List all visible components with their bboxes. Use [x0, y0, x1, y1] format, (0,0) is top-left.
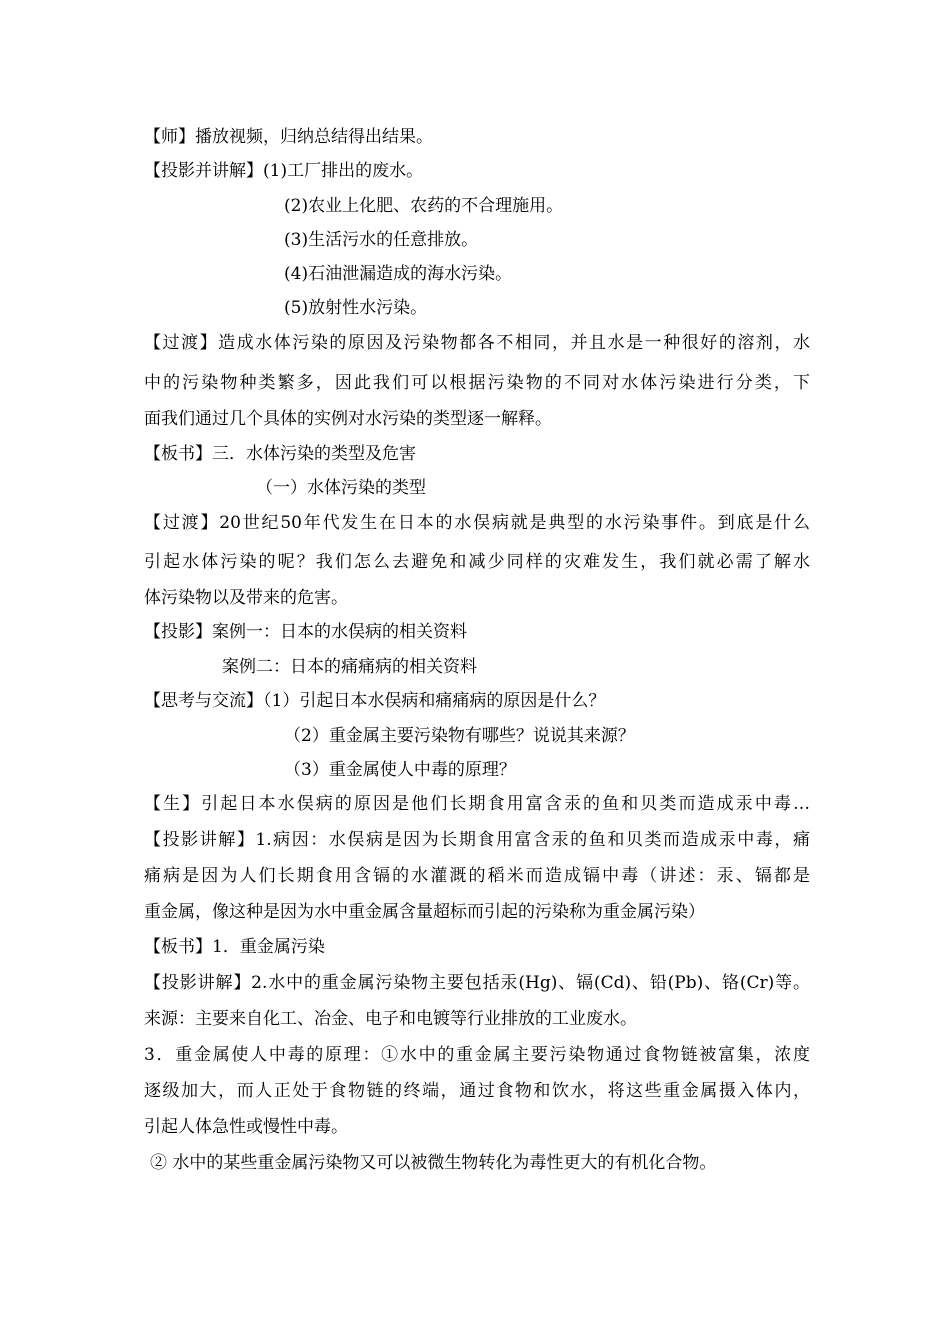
blackboard-heading: 【板书】三．水体污染的类型及危害 — [144, 444, 416, 464]
teacher-line: 【师】播放视频，归纳总结得出结果。 — [144, 127, 433, 147]
principle-line-1: 3．重金属使人中毒的原理：①水中的重金属主要污染物通过食物链被富集，浓度 — [144, 1045, 810, 1065]
think-question-2: （2）重金属主要污染物有哪些？说说其来源？ — [284, 726, 635, 746]
blackboard-heavy-metal: 【板书】1．重金属污染 — [144, 937, 325, 957]
think-question-3: （3）重金属使人中毒的原理？ — [284, 760, 516, 780]
projection-line-1: 【投影并讲解】(1)工厂排出的废水。 — [144, 161, 424, 181]
projection-line-5: (5)放射性水污染。 — [284, 298, 428, 318]
projection-line-2: (2)农业上化肥、农药的不合理施用。 — [284, 196, 564, 216]
principle-line-2: 逐级加大，而人正处于食物链的终端，通过食物和饮水，将这些重金属摄入体内， — [144, 1081, 810, 1101]
principle-line-3: 引起人体急性或慢性中毒。 — [144, 1117, 348, 1137]
transition-2-line-1: 【过渡】20世纪50年代发生在日本的水俣病就是典型的水污染事件。到底是什么 — [144, 513, 810, 533]
explanation-1-line-1: 【投影讲解】1.病因：水俣病是因为长期食用富含汞的鱼和贝类而造成汞中毒，痛 — [144, 830, 810, 850]
transition-2-line-3: 体污染物以及带来的危害。 — [144, 588, 348, 608]
case-two-line: 案例二：日本的痛痛病的相关资料 — [222, 657, 477, 677]
explanation-1-line-3: 重金属，像这种是因为水中重金属含量超标而引起的污染称为重金属污染） — [144, 902, 705, 922]
projection-line-4: (4)石油泄漏造成的海水污染。 — [284, 264, 513, 284]
transition-paragraph-line-3: 面我们通过几个具体的实例对水污染的类型逐一解释。 — [144, 409, 552, 429]
explanation-2-line-2: 来源：主要来自化工、冶金、电子和电镀等行业排放的工业废水。 — [144, 1009, 637, 1029]
transition-2-line-2: 引起水体污染的呢？我们怎么去避免和减少同样的灾难发生，我们就必需了解水 — [144, 552, 810, 572]
explanation-2-line-1: 【投影讲解】2.水中的重金属污染物主要包括汞(Hg)、镉(Cd)、铅(Pb)、铬(Cr)等。 — [144, 973, 810, 993]
student-answer-line: 【生】引起日本水俣病的原因是他们长期食用富含汞的鱼和贝类而造成汞中毒… — [144, 794, 810, 814]
blackboard-subheading: （一）水体污染的类型 — [256, 478, 426, 498]
transition-paragraph-line-2: 中的污染物种类繁多，因此我们可以根据污染物的不同对水体污染进行分类，下 — [144, 373, 810, 393]
projection-line-3: (3)生活污水的任意排放。 — [284, 230, 479, 250]
principle-line-4: ② 水中的某些重金属污染物又可以被微生物转化为毒性更大的有机化合物。 — [150, 1153, 717, 1173]
transition-paragraph-line-1: 【过渡】造成水体污染的原因及污染物都各不相同，并且水是一种很好的溶剂，水 — [144, 333, 810, 353]
think-question-1: 【思考与交流】（1）引起日本水俣病和痛痛病的原因是什么？ — [144, 691, 606, 711]
case-one-line: 【投影】案例一：日本的水俣病的相关资料 — [144, 622, 467, 642]
explanation-1-line-2: 痛病是因为人们长期食用含镉的水灌溉的稻米而造成镉中毒（讲述：汞、镉都是 — [144, 866, 810, 886]
